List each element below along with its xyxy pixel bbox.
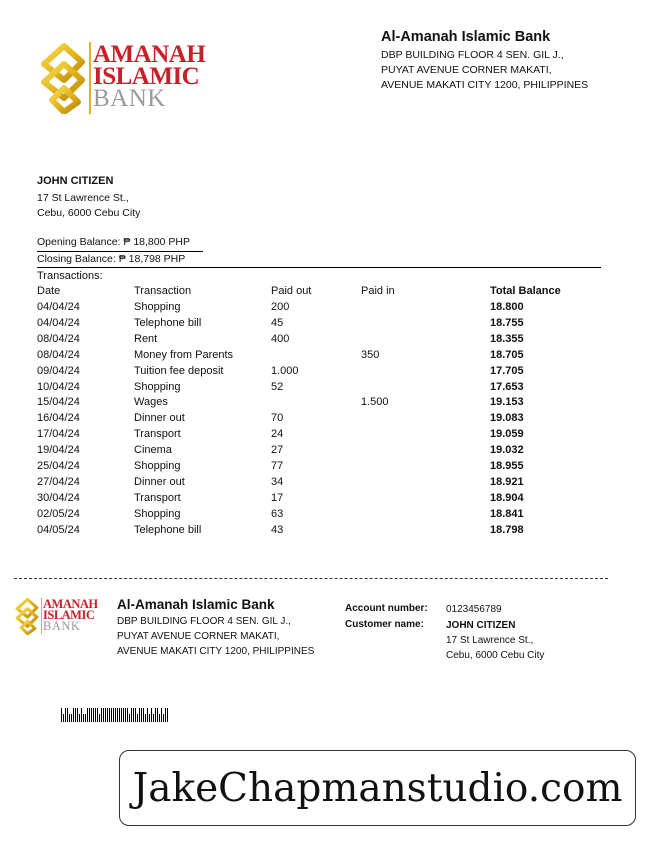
table-row <box>37 301 597 317</box>
cell-total-balance: 19.032 <box>490 444 524 457</box>
table-row <box>37 412 597 428</box>
cell-transaction: Shopping <box>134 460 181 472</box>
cell-transaction: Telephone bill <box>134 316 202 329</box>
cell-date: 09/04/24 <box>37 364 80 377</box>
customer-address-line: 17 St Lawrence St., <box>37 192 129 204</box>
bank-address-line: DBP BUILDING FLOOR 4 SEN. GIL J., <box>381 49 564 61</box>
cell-total-balance: 19.059 <box>490 428 524 441</box>
cell-paid-out: 24 <box>271 428 284 441</box>
logo-emblem-icon <box>38 42 88 114</box>
logo-line-islamic: ISLAMIC <box>93 63 200 90</box>
bank-address-line: AVENUE MAKATI CITY 1200, PHILIPPINES <box>117 646 315 657</box>
transactions-header <box>37 285 597 301</box>
bank-address-line: PUYAT AVENUE CORNER MAKATI, <box>117 631 280 642</box>
cell-paid-out: 17 <box>271 491 284 504</box>
customer-name: JOHN CITIZEN <box>37 175 114 187</box>
section-divider <box>37 267 601 268</box>
cell-total-balance: 18.955 <box>490 460 524 472</box>
cell-transaction: Tuition fee deposit <box>134 364 224 377</box>
logo-line-bank: BANK <box>43 619 81 633</box>
col-paid-out: Paid out <box>271 285 312 297</box>
cell-transaction: Shopping <box>134 507 181 520</box>
customer-name-label: Customer name: <box>345 619 424 630</box>
cell-date: 02/05/24 <box>37 507 80 520</box>
table-row <box>37 396 597 412</box>
opening-balance <box>37 236 190 248</box>
cell-date: 17/04/24 <box>37 428 80 441</box>
bank-name: Al-Amanah Islamic Bank <box>381 29 551 45</box>
watermark-banner <box>119 750 636 826</box>
cell-paid-out: 70 <box>271 412 284 425</box>
watermark-text: JakeChapmanstudio.com <box>132 765 623 811</box>
cell-total-balance: 18.798 <box>490 523 524 536</box>
closing-balance-label: Closing Balance: <box>37 253 116 265</box>
cell-transaction: Dinner out <box>134 412 185 425</box>
logo-divider <box>41 598 42 634</box>
cell-total-balance: 19.153 <box>490 396 524 409</box>
col-transaction: Transaction <box>134 285 192 297</box>
table-row <box>37 428 597 444</box>
bank-address-line: AVENUE MAKATI CITY 1200, PHILIPPINES <box>381 79 589 91</box>
cell-total-balance: 18.921 <box>490 475 524 488</box>
col-paid-in: Paid in <box>361 285 395 297</box>
cell-date: 30/04/24 <box>37 491 80 504</box>
cell-transaction: Cinema <box>134 444 172 457</box>
logo-divider <box>89 42 91 114</box>
logo-line-islamic: ISLAMIC <box>43 608 95 622</box>
table-row <box>37 381 597 397</box>
table-row <box>37 365 597 381</box>
table-row <box>37 476 597 492</box>
customer-address <box>37 191 140 221</box>
cell-date: 27/04/24 <box>37 475 80 488</box>
cell-date: 04/05/24 <box>37 523 80 536</box>
cell-transaction: Wages <box>134 396 168 409</box>
cell-paid-in: 1.500 <box>361 396 389 409</box>
barcode <box>61 708 169 722</box>
logo-emblem-icon <box>14 597 40 635</box>
table-row <box>37 460 597 476</box>
cell-paid-out: 200 <box>271 301 290 313</box>
cell-date: 19/04/24 <box>37 444 80 457</box>
cell-paid-out: 45 <box>271 316 284 329</box>
coupon-customer-address-line: 17 St Lawrence St., <box>446 635 534 646</box>
table-row <box>37 492 597 508</box>
logo-line-amanah: AMANAH <box>93 41 206 68</box>
cell-total-balance: 18.904 <box>490 491 524 504</box>
coupon-customer <box>446 618 544 663</box>
cell-paid-out: 34 <box>271 475 284 488</box>
bank-address-line: DBP BUILDING FLOOR 4 SEN. GIL J., <box>117 616 291 627</box>
cell-paid-out: 400 <box>271 332 290 345</box>
cell-total-balance: 17.705 <box>490 364 524 377</box>
table-row <box>37 444 597 460</box>
balance-divider <box>37 251 203 252</box>
tear-line <box>14 578 608 579</box>
coupon-logo <box>14 597 106 635</box>
cell-date: 10/04/24 <box>37 380 80 393</box>
cell-paid-out: 77 <box>271 460 284 472</box>
logo-line-amanah: AMANAH <box>43 597 98 611</box>
cell-paid-out: 63 <box>271 507 284 520</box>
cell-date: 15/04/24 <box>37 396 80 409</box>
cell-transaction: Shopping <box>134 301 181 313</box>
table-row <box>37 333 597 349</box>
cell-date: 08/04/24 <box>37 332 80 345</box>
cell-total-balance: 17.653 <box>490 380 524 393</box>
opening-balance-value: ₱ 18,800 PHP <box>123 236 190 248</box>
closing-balance-value: ₱ 18,798 PHP <box>118 253 186 265</box>
cell-total-balance: 18.800 <box>490 301 524 313</box>
cell-paid-in: 350 <box>361 348 380 361</box>
bank-address <box>381 48 588 93</box>
cell-paid-out: 43 <box>271 523 284 536</box>
cell-transaction: Shopping <box>134 380 181 393</box>
cell-total-balance: 18.755 <box>490 316 524 329</box>
cell-paid-out: 27 <box>271 444 284 457</box>
cell-date: 16/04/24 <box>37 412 80 425</box>
col-date: Date <box>37 285 61 297</box>
table-row <box>37 349 597 365</box>
customer-address-line: Cebu, 6000 Cebu City <box>37 207 141 219</box>
account-number-value: 0123456789 <box>446 604 502 615</box>
table-row <box>37 524 597 540</box>
bank-logo <box>38 40 218 116</box>
cell-date: 25/04/24 <box>37 460 80 472</box>
cell-date: 04/04/24 <box>37 316 80 329</box>
coupon-bank-name: Al-Amanah Islamic Bank <box>117 597 275 612</box>
closing-balance <box>37 253 185 265</box>
cell-date: 08/04/24 <box>37 348 80 361</box>
table-row <box>37 317 597 333</box>
col-total-balance: Total Balance <box>490 285 561 297</box>
cell-paid-out: 1.000 <box>271 364 299 377</box>
cell-transaction: Dinner out <box>134 475 185 488</box>
logo-line-bank: BANK <box>93 85 166 112</box>
cell-total-balance: 19.083 <box>490 412 524 425</box>
transactions-title: Transactions: <box>37 270 103 282</box>
table-row <box>37 508 597 524</box>
cell-total-balance: 18.355 <box>490 332 524 345</box>
account-number-label: Account number: <box>345 603 428 614</box>
cell-transaction: Transport <box>134 491 181 504</box>
cell-paid-out: 52 <box>271 380 284 393</box>
cell-transaction: Money from Parents <box>134 348 234 361</box>
cell-date: 04/04/24 <box>37 301 80 313</box>
coupon-customer-address-line: Cebu, 6000 Cebu City <box>446 650 545 661</box>
coupon-customer-name: JOHN CITIZEN <box>446 620 516 631</box>
bank-address-line: PUYAT AVENUE CORNER MAKATI, <box>381 64 552 76</box>
cell-total-balance: 18.705 <box>490 348 524 361</box>
cell-transaction: Transport <box>134 428 181 441</box>
coupon-bank-address <box>117 614 314 659</box>
opening-balance-label: Opening Balance: <box>37 236 121 248</box>
cell-total-balance: 18.841 <box>490 507 524 520</box>
cell-transaction: Telephone bill <box>134 523 202 536</box>
cell-transaction: Rent <box>134 332 158 345</box>
